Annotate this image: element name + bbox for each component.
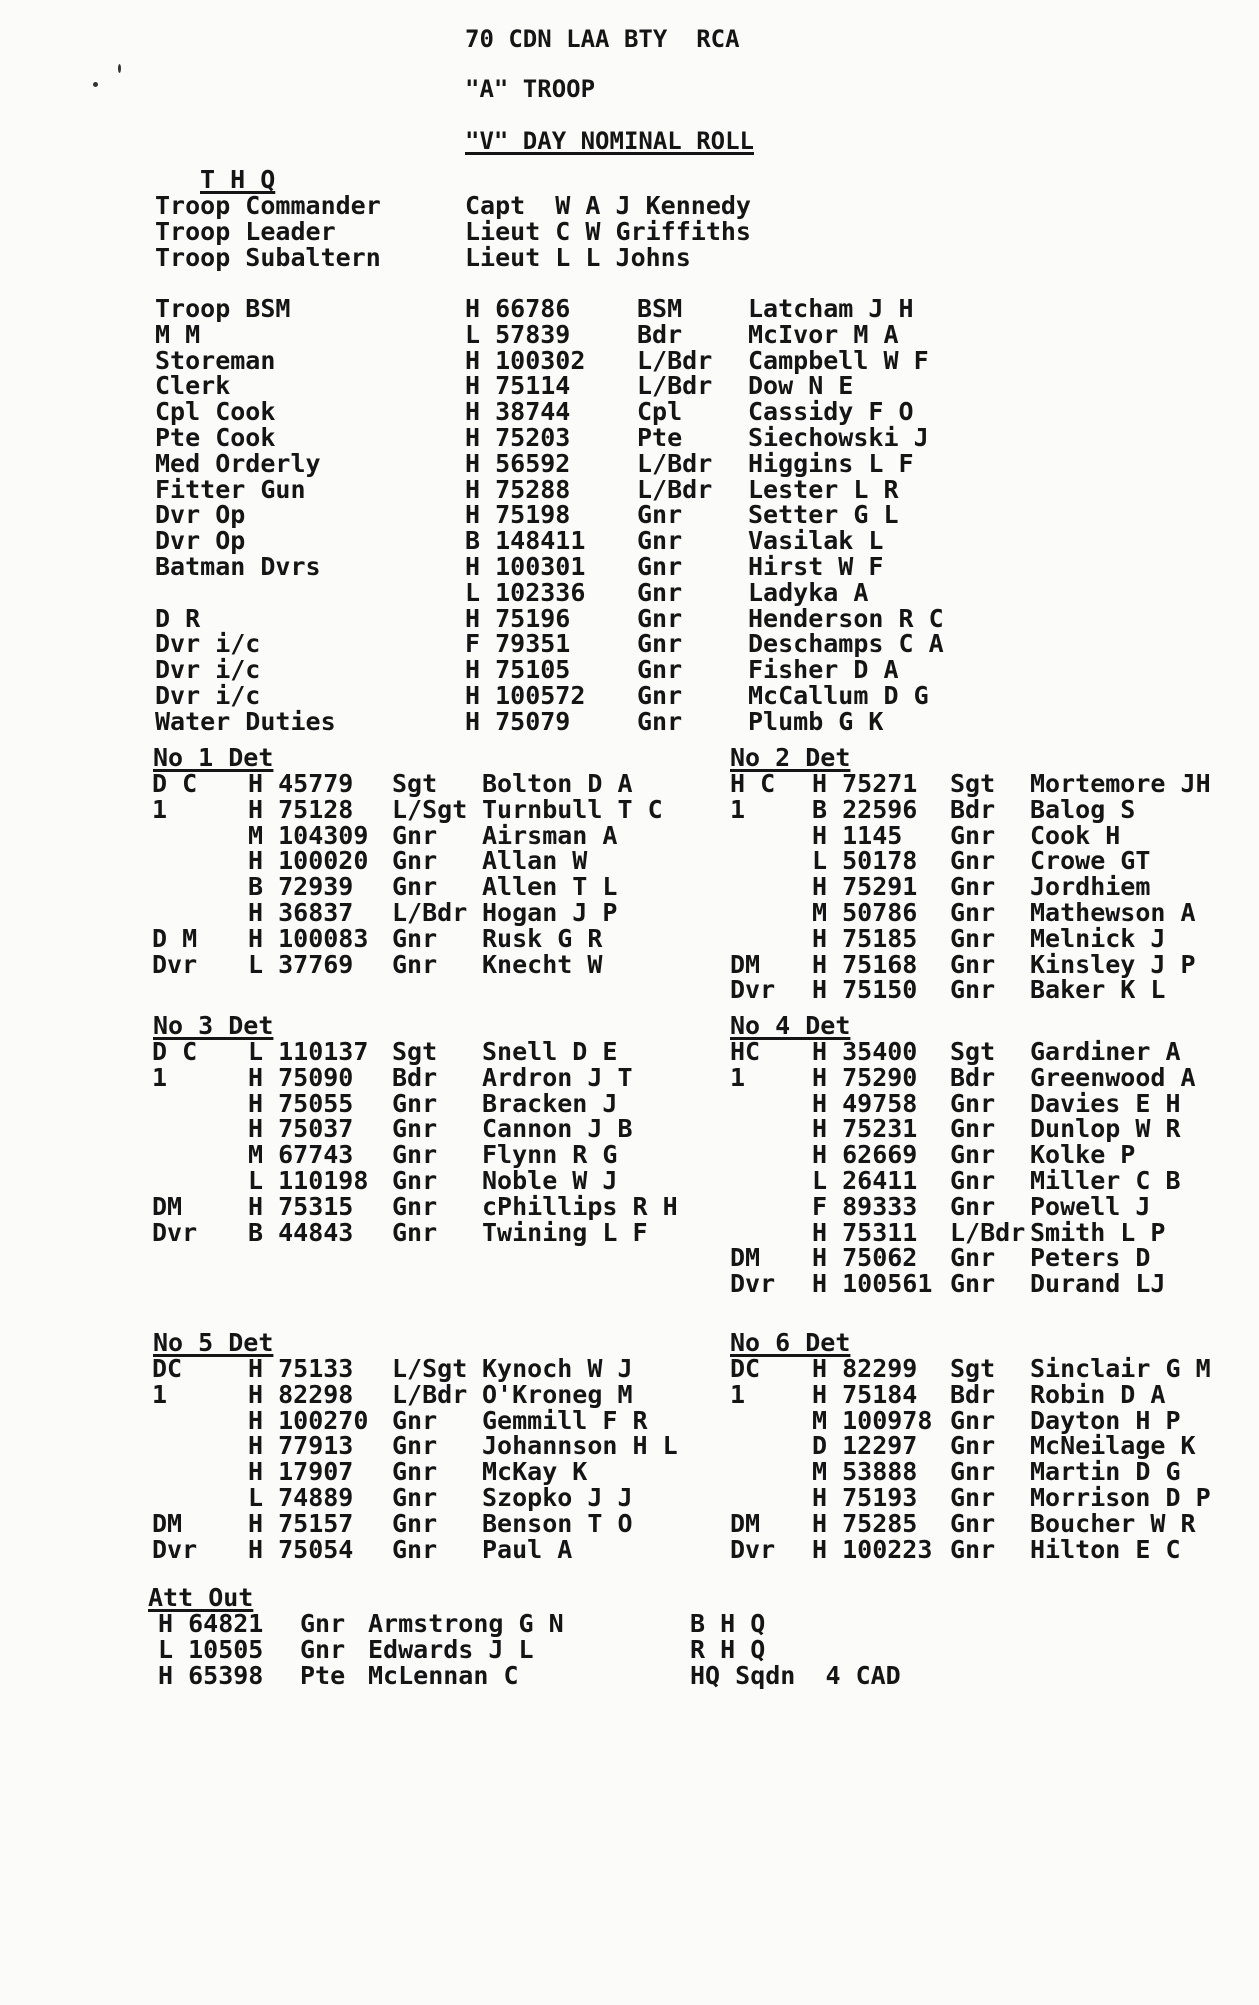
detachment-heading: No 5 Det — [153, 1328, 274, 1357]
det-service-number: H 75193 — [812, 1483, 918, 1512]
thq-service-number: H 56592 — [465, 448, 571, 478]
det-service-number: H 82299 — [812, 1354, 918, 1383]
thq-service-number: B 148411 — [465, 526, 586, 556]
det-service-number: L 74889 — [248, 1483, 354, 1512]
att-out-heading: Att Out — [148, 1583, 254, 1612]
att-rank: Gnr — [300, 1609, 346, 1638]
det-service-number: H 75291 — [812, 872, 918, 902]
det-rank: Gnr — [950, 1534, 996, 1564]
det-name: Johannson H L — [482, 1431, 678, 1461]
det-rank: Gnr — [950, 898, 996, 927]
det-name: Morrison D P — [1030, 1483, 1211, 1512]
det-role: DC — [730, 1354, 761, 1383]
det-rank: Gnr — [950, 1243, 996, 1273]
det-name: O'Kroneg M — [482, 1379, 633, 1409]
thq-rank: Gnr — [637, 577, 683, 607]
thq-name: McCallum D G — [748, 681, 929, 710]
thq-name: Campbell W F — [748, 345, 929, 375]
detachment-heading: No 4 Det — [730, 1011, 851, 1040]
det-service-number: L 37769 — [248, 949, 354, 979]
thq-role: Dvr Op — [155, 526, 246, 556]
thq-service-number: H 75196 — [465, 603, 571, 633]
att-rank: Pte — [300, 1660, 346, 1690]
detachment-heading: No 2 Det — [730, 743, 851, 772]
det-service-number: B 44843 — [248, 1217, 354, 1247]
thq-service-number: H 38744 — [465, 397, 571, 427]
det-rank: Gnr — [392, 1191, 438, 1221]
det-role: H C — [730, 769, 776, 798]
det-rank: L/Bdr — [392, 1379, 468, 1409]
ink-speck — [93, 82, 98, 87]
att-name: Edwards J L — [368, 1634, 534, 1664]
det-role: 1 — [730, 1379, 746, 1409]
det-service-number: H 75315 — [248, 1191, 354, 1221]
det-name: Melnick J — [1030, 923, 1166, 953]
det-role: 1 — [152, 1379, 168, 1409]
det-service-number: H 100270 — [248, 1405, 369, 1435]
det-rank: Sgt — [950, 1354, 996, 1383]
det-rank: Sgt — [392, 1037, 438, 1066]
officer-role: Troop Leader — [155, 216, 336, 246]
det-name: Martin D G — [1030, 1457, 1181, 1487]
thq-rank: Gnr — [637, 655, 683, 685]
det-service-number: M 67743 — [248, 1140, 354, 1170]
det-name: Szopko J J — [482, 1483, 633, 1512]
thq-service-number: H 75198 — [465, 500, 571, 530]
det-rank: Gnr — [950, 1508, 996, 1538]
thq-role: M M — [155, 319, 201, 349]
det-service-number: H 75231 — [812, 1114, 918, 1144]
det-name: Noble W J — [482, 1166, 618, 1195]
unit-title: 70 CDN LAA BTY RCA — [465, 25, 740, 53]
det-name: Rusk G R — [482, 923, 603, 953]
thq-role: Troop BSM — [155, 294, 291, 323]
det-name: Peters D — [1030, 1243, 1151, 1273]
thq-role: Pte Cook — [155, 423, 276, 452]
thq-role: Clerk — [155, 371, 231, 401]
det-name: Kinsley J P — [1030, 949, 1196, 979]
det-rank: Sgt — [392, 769, 438, 798]
det-name: Baker K L — [1030, 975, 1166, 1005]
det-name: Kolke P — [1030, 1140, 1136, 1170]
det-rank: Bdr — [392, 1062, 438, 1092]
det-name: Gardiner A — [1030, 1037, 1181, 1066]
det-name: Boucher W R — [1030, 1508, 1196, 1538]
det-rank: Gnr — [392, 1431, 438, 1461]
thq-role: Cpl Cook — [155, 397, 276, 427]
det-rank: Gnr — [950, 872, 996, 902]
thq-rank: BSM — [637, 294, 683, 323]
thq-rank: Gnr — [637, 526, 683, 556]
thq-rank: L/Bdr — [637, 371, 713, 401]
det-rank: Gnr — [392, 872, 438, 902]
det-name: McKay K — [482, 1457, 588, 1487]
det-rank: Gnr — [950, 1269, 996, 1299]
det-rank: Gnr — [950, 1191, 996, 1221]
det-service-number: L 110137 — [248, 1037, 369, 1066]
det-service-number: H 45779 — [248, 769, 354, 798]
det-service-number: H 75184 — [812, 1379, 918, 1409]
det-rank: Gnr — [392, 923, 438, 953]
det-name: Dayton H P — [1030, 1405, 1181, 1435]
det-rank: Gnr — [392, 1140, 438, 1170]
thq-service-number: H 100302 — [465, 345, 586, 375]
det-rank: L/Bdr — [950, 1217, 1026, 1247]
det-rank: Bdr — [950, 794, 996, 824]
det-name: Dunlop W R — [1030, 1114, 1181, 1144]
att-service-number: L 10505 — [158, 1634, 264, 1664]
det-rank: Gnr — [392, 1217, 438, 1247]
det-service-number: H 82298 — [248, 1379, 354, 1409]
det-name: Knecht W — [482, 949, 603, 979]
det-service-number: H 75128 — [248, 794, 354, 824]
det-service-number: H 75150 — [812, 975, 918, 1005]
thq-rank: Gnr — [637, 706, 683, 736]
troop-title: "A" TROOP — [465, 75, 596, 103]
thq-service-number: H 66786 — [465, 294, 571, 323]
det-service-number: H 100561 — [812, 1269, 933, 1299]
roll-title: "V" DAY NOMINAL ROLL — [465, 127, 754, 155]
det-role: D M — [152, 923, 198, 953]
det-service-number: B 72939 — [248, 872, 354, 902]
det-role: Dvr — [730, 1534, 776, 1564]
det-role: Dvr — [152, 1217, 198, 1247]
det-service-number: M 104309 — [248, 820, 369, 850]
thq-role: D R — [155, 603, 201, 633]
det-rank: Gnr — [950, 1166, 996, 1195]
thq-role: Water Duties — [155, 706, 336, 736]
thq-role: Dvr i/c — [155, 629, 261, 659]
det-name: Kynoch W J — [482, 1354, 633, 1383]
att-destination: HQ Sqdn 4 CAD — [690, 1660, 901, 1690]
det-name: Benson T O — [482, 1508, 633, 1538]
det-service-number: H 75062 — [812, 1243, 918, 1273]
det-rank: Gnr — [950, 975, 996, 1005]
det-service-number: M 100978 — [812, 1405, 933, 1435]
det-name: Cook H — [1030, 820, 1121, 850]
thq-rank: Gnr — [637, 603, 683, 633]
thq-service-number: H 75288 — [465, 474, 571, 504]
det-name: Crowe GT — [1030, 846, 1151, 876]
det-role: Dvr — [152, 1534, 198, 1564]
det-rank: Gnr — [950, 1405, 996, 1435]
det-rank: Sgt — [950, 769, 996, 798]
officer-role: Troop Subaltern — [155, 242, 381, 272]
det-name: Greenwood A — [1030, 1062, 1196, 1092]
thq-name: Dow N E — [748, 371, 854, 401]
det-name: Airsman A — [482, 820, 618, 850]
det-name: Durand LJ — [1030, 1269, 1166, 1299]
thq-service-number: L 102336 — [465, 577, 586, 607]
det-service-number: H 75054 — [248, 1534, 354, 1564]
det-name: McNeilage K — [1030, 1431, 1196, 1461]
att-name: McLennan C — [368, 1660, 519, 1690]
det-service-number: M 53888 — [812, 1457, 918, 1487]
det-name: Smith L P — [1030, 1217, 1166, 1247]
det-name: Robin D A — [1030, 1379, 1166, 1409]
thq-name: Fisher D A — [748, 655, 899, 685]
thq-name: Siechowski J — [748, 423, 929, 452]
det-rank: Gnr — [392, 949, 438, 979]
thq-rank: Gnr — [637, 552, 683, 581]
det-role: DM — [730, 1508, 761, 1538]
thq-role: Med Orderly — [155, 448, 321, 478]
det-name: Snell D E — [482, 1037, 618, 1066]
det-service-number: H 17907 — [248, 1457, 354, 1487]
thq-name: Cassidy F O — [748, 397, 914, 427]
det-name: Turnbull T C — [482, 794, 663, 824]
det-service-number: H 75090 — [248, 1062, 354, 1092]
det-role: DM — [730, 949, 761, 979]
officer-role: Troop Commander — [155, 191, 381, 220]
det-service-number: L 26411 — [812, 1166, 918, 1195]
det-name: Gemmill F R — [482, 1405, 648, 1435]
det-rank: Gnr — [392, 846, 438, 876]
thq-name: Hirst W F — [748, 552, 884, 581]
detachment-heading: No 3 Det — [153, 1011, 274, 1040]
thq-service-number: H 100572 — [465, 681, 586, 710]
det-name: Hogan J P — [482, 898, 618, 927]
det-name: Allen T L — [482, 872, 618, 902]
det-rank: Gnr — [950, 1114, 996, 1144]
ink-speck — [118, 64, 121, 73]
det-name: Paul A — [482, 1534, 573, 1564]
det-name: Balog S — [1030, 794, 1136, 824]
det-role: Dvr — [152, 949, 198, 979]
det-name: Twining L F — [482, 1217, 648, 1247]
det-role: DM — [152, 1508, 183, 1538]
det-name: Davies E H — [1030, 1088, 1181, 1118]
det-name: Bolton D A — [482, 769, 633, 798]
det-rank: L/Bdr — [392, 898, 468, 927]
det-name: Ardron J T — [482, 1062, 633, 1092]
det-rank: L/Sgt — [392, 794, 468, 824]
det-name: Mathewson A — [1030, 898, 1196, 927]
thq-rank: Bdr — [637, 319, 683, 349]
detachment-heading: No 6 Det — [730, 1328, 851, 1357]
det-role: HC — [730, 1037, 761, 1066]
det-service-number: D 12297 — [812, 1431, 918, 1461]
det-service-number: H 75133 — [248, 1354, 354, 1383]
det-name: Allan W — [482, 846, 588, 876]
det-rank: Bdr — [950, 1379, 996, 1409]
thq-name: Lester L R — [748, 474, 899, 504]
det-service-number: L 50178 — [812, 846, 918, 876]
thq-name: Henderson R C — [748, 603, 944, 633]
att-service-number: H 64821 — [158, 1609, 264, 1638]
det-rank: Gnr — [950, 1088, 996, 1118]
det-role: D C — [152, 769, 198, 798]
det-rank: Gnr — [950, 1431, 996, 1461]
det-service-number: H 77913 — [248, 1431, 354, 1461]
det-name: Mortemore JH — [1030, 769, 1211, 798]
det-rank: Sgt — [950, 1037, 996, 1066]
thq-role: Dvr Op — [155, 500, 246, 530]
det-service-number: H 75037 — [248, 1114, 354, 1144]
det-name: Powell J — [1030, 1191, 1151, 1221]
det-service-number: B 22596 — [812, 794, 918, 824]
det-service-number: H 75168 — [812, 949, 918, 979]
thq-rank: Gnr — [637, 629, 683, 659]
det-role: 1 — [152, 1062, 168, 1092]
det-rank: Gnr — [950, 949, 996, 979]
det-name: Miller C B — [1030, 1166, 1181, 1195]
det-service-number: H 75285 — [812, 1508, 918, 1538]
thq-role: Dvr i/c — [155, 681, 261, 710]
det-service-number: H 100020 — [248, 846, 369, 876]
det-rank: Gnr — [950, 846, 996, 876]
thq-service-number: H 100301 — [465, 552, 586, 581]
thq-rank: Pte — [637, 423, 683, 452]
det-service-number: H 75290 — [812, 1062, 918, 1092]
det-role: D C — [152, 1037, 198, 1066]
det-service-number: H 75271 — [812, 769, 918, 798]
det-rank: Gnr — [950, 923, 996, 953]
det-service-number: H 49758 — [812, 1088, 918, 1118]
det-rank: Gnr — [392, 820, 438, 850]
det-rank: Bdr — [950, 1062, 996, 1092]
det-role: DC — [152, 1354, 183, 1383]
thq-service-number: H 75079 — [465, 706, 571, 736]
thq-name: Higgins L F — [748, 448, 914, 478]
det-service-number: H 75311 — [812, 1217, 918, 1247]
thq-rank: L/Bdr — [637, 448, 713, 478]
thq-name: Deschamps C A — [748, 629, 944, 659]
det-service-number: H 100223 — [812, 1534, 933, 1564]
thq-service-number: H 75114 — [465, 371, 571, 401]
det-rank: Gnr — [950, 1457, 996, 1487]
thq-service-number: F 79351 — [465, 629, 571, 659]
thq-service-number: H 75203 — [465, 423, 571, 452]
det-name: Jordhiem — [1030, 872, 1151, 902]
thq-name: Setter G L — [748, 500, 899, 530]
det-role: 1 — [152, 794, 168, 824]
det-service-number: H 1145 — [812, 820, 903, 850]
thq-name: Vasilak L — [748, 526, 884, 556]
att-destination: R H Q — [690, 1634, 766, 1664]
thq-rank: L/Bdr — [637, 345, 713, 375]
det-rank: Gnr — [392, 1166, 438, 1195]
det-rank: Gnr — [392, 1114, 438, 1144]
thq-rank: L/Bdr — [637, 474, 713, 504]
det-service-number: H 75055 — [248, 1088, 354, 1118]
det-service-number: H 75185 — [812, 923, 918, 953]
thq-rank: Gnr — [637, 681, 683, 710]
det-service-number: H 100083 — [248, 923, 369, 953]
att-destination: B H Q — [690, 1609, 766, 1638]
det-rank: Gnr — [392, 1508, 438, 1538]
thq-service-number: L 57839 — [465, 319, 571, 349]
det-service-number: H 35400 — [812, 1037, 918, 1066]
det-rank: L/Sgt — [392, 1354, 468, 1383]
det-role: Dvr — [730, 975, 776, 1005]
det-service-number: F 89333 — [812, 1191, 918, 1221]
det-name: Cannon J B — [482, 1114, 633, 1144]
att-service-number: H 65398 — [158, 1660, 264, 1690]
det-service-number: H 62669 — [812, 1140, 918, 1170]
det-rank: Gnr — [392, 1088, 438, 1118]
det-service-number: M 50786 — [812, 898, 918, 927]
officer-name: Capt W A J Kennedy — [465, 191, 751, 220]
det-role: Dvr — [730, 1269, 776, 1299]
det-rank: Gnr — [950, 1483, 996, 1512]
thq-name: Latcham J H — [748, 294, 914, 323]
det-rank: Gnr — [950, 1140, 996, 1170]
det-role: 1 — [730, 1062, 746, 1092]
det-service-number: L 110198 — [248, 1166, 369, 1195]
det-name: Bracken J — [482, 1088, 618, 1118]
det-name: Flynn R G — [482, 1140, 618, 1170]
det-service-number: H 75157 — [248, 1508, 354, 1538]
det-name: Sinclair G M — [1030, 1354, 1211, 1383]
det-rank: Gnr — [950, 820, 996, 850]
det-rank: Gnr — [392, 1483, 438, 1512]
det-service-number: H 36837 — [248, 898, 354, 927]
officer-name: Lieut C W Griffiths — [465, 216, 751, 246]
thq-role: Batman Dvrs — [155, 552, 321, 581]
det-name: cPhillips R H — [482, 1191, 678, 1221]
thq-rank: Gnr — [637, 500, 683, 530]
thq-role: Fitter Gun — [155, 474, 306, 504]
thq-heading: T H Q — [200, 165, 276, 194]
thq-rank: Cpl — [637, 397, 683, 427]
officer-name: Lieut L L Johns — [465, 242, 691, 272]
att-rank: Gnr — [300, 1634, 346, 1664]
thq-role: Storeman — [155, 345, 276, 375]
thq-name: Plumb G K — [748, 706, 884, 736]
thq-role: Dvr i/c — [155, 655, 261, 685]
thq-service-number: H 75105 — [465, 655, 571, 685]
det-name: Hilton E C — [1030, 1534, 1181, 1564]
det-rank: Gnr — [392, 1457, 438, 1487]
det-role: DM — [730, 1243, 761, 1273]
att-name: Armstrong G N — [368, 1609, 564, 1638]
det-role: DM — [152, 1191, 183, 1221]
detachment-heading: No 1 Det — [153, 743, 274, 772]
thq-name: McIvor M A — [748, 319, 899, 349]
det-rank: Gnr — [392, 1534, 438, 1564]
thq-name: Ladyka A — [748, 577, 869, 607]
det-role: 1 — [730, 794, 746, 824]
det-rank: Gnr — [392, 1405, 438, 1435]
